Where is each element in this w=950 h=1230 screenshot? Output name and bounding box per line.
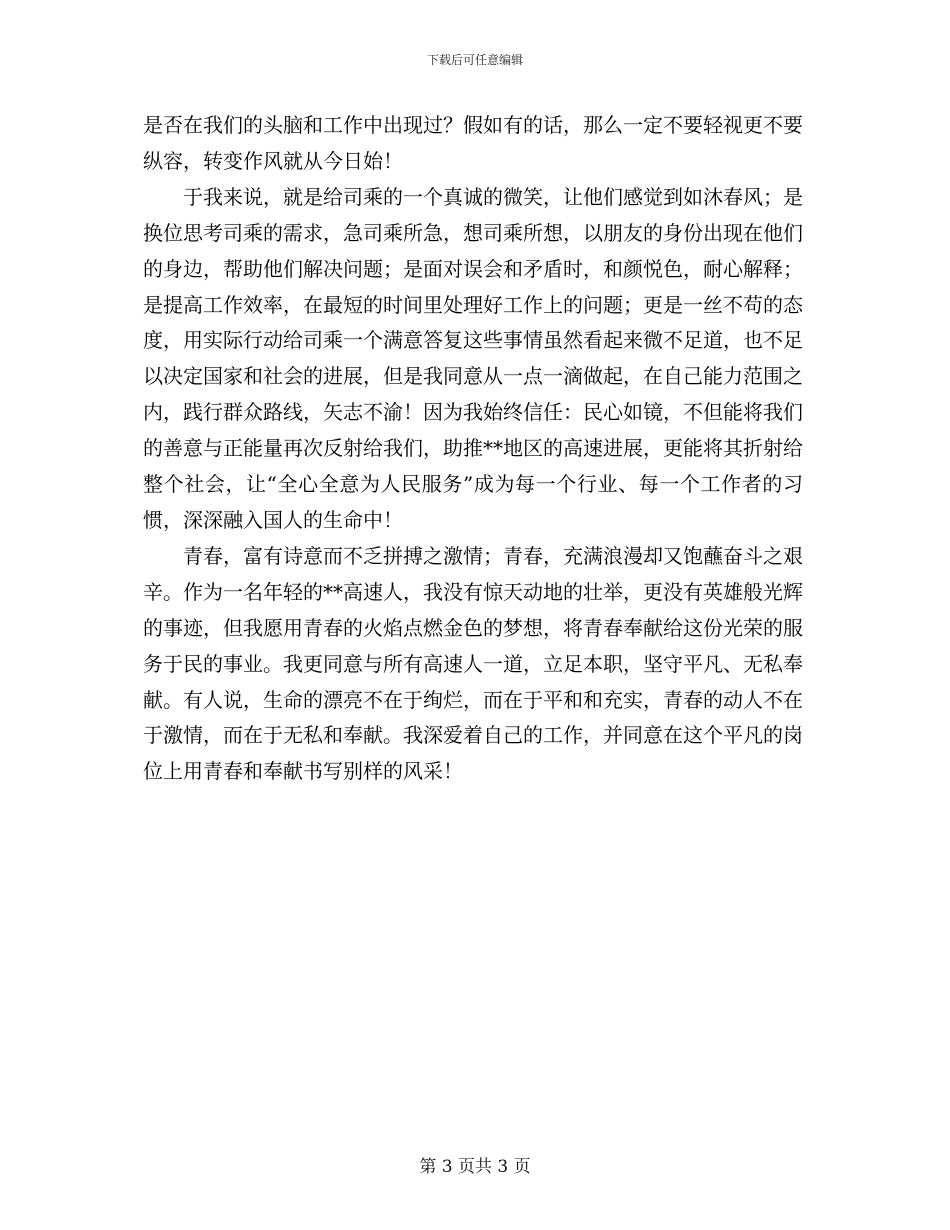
paragraph: 于我来说，就是给司乘的一个真诚的微笑，让他们感觉到如沐春风；是换位思考司乘的需求，急司乘所急，想司乘所想，以朋友的身份出现在他们的身边，帮助他们解决问题；是面对误会和矛盾时，和颜悦色，耐心解释；是提高工作效率，在最短的时间里处理好工作上的问题；更是一丝不苟的态度，用实际行动给司乘一个满意答复这些事情虽然看起来微不足道，也不足以决定国家和社会的进展，但是我同意从一点一滴做起，在自己能力范围之内，践行群众路线，矢志不渝！因为我始终信任：民心如镜，不但能将我们的善意与正能量再次反射给我们，助推**地区的高速进展，更能将其折射给整个社会，让“全心全意为人民服务”成为每一个行业、每一个工作者的习惯，深深融入国人的生命中！	[143, 184, 803, 532]
document-body	[143, 108, 803, 790]
paragraph: 青春，富有诗意而不乏拼搏之激情；青春，充满浪漫却又饱蘸奋斗之艰辛。作为一名年轻的**高速人，我没有惊天动地的壮举，更没有英雄般光辉的事迹，但我愿用青春的火焰点燃金色的梦想，将青春奉献给这份光荣的服务于民的事业。我更同意与所有高速人一道，立足本职，坚守平凡、无私奉献。有人说，生命的漂亮不在于绚烂，而在于平和和充实，青春的动人不在于激情，而在于无私和奉献。我深爱着自己的工作，并同意在这个平凡的岗位上用青春和奉献书写别样的风采！	[143, 543, 803, 784]
page-number-footer: 第 3 页共 3 页	[419, 1157, 531, 1177]
page-header: 下载后可任意编辑	[426, 53, 523, 67]
paragraph-continued: 是否在我们的头脑和工作中出现过？假如有的话，那么一定不要轻视更不要纵容，转变作风就从今日始！	[143, 113, 803, 173]
